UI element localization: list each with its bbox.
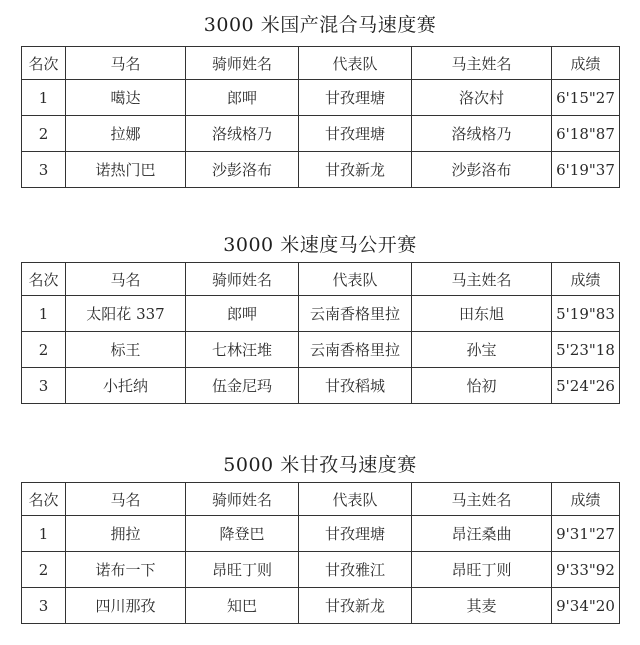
cell-owner-name: 昂旺丁则 xyxy=(412,552,552,588)
header-jockey-name: 骑师姓名 xyxy=(186,263,299,296)
cell-owner-name: 沙彭洛布 xyxy=(412,152,552,188)
results-table xyxy=(21,482,620,624)
cell-jockey-name: 伍金尼玛 xyxy=(186,368,299,404)
cell-horse-name: 诺布一下 xyxy=(66,552,186,588)
cell-time: 6'18"87 xyxy=(552,116,620,152)
cell-owner-name: 田东旭 xyxy=(412,296,552,332)
header-rank: 名次 xyxy=(22,47,66,80)
cell-team: 甘孜理塘 xyxy=(299,516,412,552)
race-section-3000m-speed-open xyxy=(21,220,619,410)
race-title: 5000 米甘孜马速度赛 xyxy=(223,454,417,476)
cell-rank: 3 xyxy=(22,152,66,188)
header-owner-name: 马主姓名 xyxy=(412,47,552,80)
cell-horse-name: 太阳花 337 xyxy=(66,296,186,332)
header-horse-name: 马名 xyxy=(66,47,186,80)
race-section-5000m-ganzi-speed xyxy=(21,440,619,640)
cell-jockey-name: 降登巴 xyxy=(186,516,299,552)
cell-time: 5'24"26 xyxy=(552,368,620,404)
table-row xyxy=(22,332,620,368)
table-row xyxy=(22,152,620,188)
cell-jockey-name: 七林汪堆 xyxy=(186,332,299,368)
cell-rank: 2 xyxy=(22,332,66,368)
cell-team: 云南香格里拉 xyxy=(299,296,412,332)
header-horse-name: 马名 xyxy=(66,483,186,516)
cell-horse-name: 标王 xyxy=(66,332,186,368)
cell-rank: 3 xyxy=(22,368,66,404)
cell-time: 6'19"37 xyxy=(552,152,620,188)
header-owner-name: 马主姓名 xyxy=(412,263,552,296)
table-row xyxy=(22,588,620,624)
results-table xyxy=(21,262,620,404)
header-time: 成绩 xyxy=(552,483,620,516)
cell-time: 5'19"83 xyxy=(552,296,620,332)
cell-team: 甘孜雅江 xyxy=(299,552,412,588)
table-row xyxy=(22,516,620,552)
cell-owner-name: 孙宝 xyxy=(412,332,552,368)
header-jockey-name: 骑师姓名 xyxy=(186,483,299,516)
header-jockey-name: 骑师姓名 xyxy=(186,47,299,80)
header-time: 成绩 xyxy=(552,47,620,80)
table-header-row xyxy=(22,47,620,80)
table-row xyxy=(22,116,620,152)
cell-owner-name: 其麦 xyxy=(412,588,552,624)
cell-time: 9'31"27 xyxy=(552,516,620,552)
header-horse-name: 马名 xyxy=(66,263,186,296)
table-row xyxy=(22,296,620,332)
cell-team: 甘孜新龙 xyxy=(299,588,412,624)
cell-time: 5'23"18 xyxy=(552,332,620,368)
header-owner-name: 马主姓名 xyxy=(412,483,552,516)
header-rank: 名次 xyxy=(22,483,66,516)
header-rank: 名次 xyxy=(22,263,66,296)
cell-horse-name: 小托纳 xyxy=(66,368,186,404)
cell-team: 甘孜理塘 xyxy=(299,116,412,152)
race-title: 3000 米国产混合马速度赛 xyxy=(203,14,437,36)
cell-team: 云南香格里拉 xyxy=(299,332,412,368)
cell-jockey-name: 昂旺丁则 xyxy=(186,552,299,588)
cell-rank: 1 xyxy=(22,296,66,332)
cell-jockey-name: 洛绒格乃 xyxy=(186,116,299,152)
table-row xyxy=(22,80,620,116)
results-table xyxy=(21,46,620,188)
table-header-row xyxy=(22,263,620,296)
cell-team: 甘孜理塘 xyxy=(299,80,412,116)
cell-rank: 2 xyxy=(22,116,66,152)
cell-rank: 1 xyxy=(22,80,66,116)
cell-team: 甘孜新龙 xyxy=(299,152,412,188)
cell-jockey-name: 沙彭洛布 xyxy=(186,152,299,188)
race-title: 3000 米速度马公开赛 xyxy=(223,234,417,256)
cell-owner-name: 怡初 xyxy=(412,368,552,404)
cell-team: 甘孜稻城 xyxy=(299,368,412,404)
cell-time: 6'15"27 xyxy=(552,80,620,116)
cell-horse-name: 诺热门巴 xyxy=(66,152,186,188)
table-row xyxy=(22,552,620,588)
cell-jockey-name: 郎呷 xyxy=(186,296,299,332)
cell-horse-name: 噶达 xyxy=(66,80,186,116)
cell-owner-name: 洛次村 xyxy=(412,80,552,116)
cell-horse-name: 拥拉 xyxy=(66,516,186,552)
header-team: 代表队 xyxy=(299,483,412,516)
cell-time: 9'33"92 xyxy=(552,552,620,588)
cell-jockey-name: 郎呷 xyxy=(186,80,299,116)
cell-rank: 3 xyxy=(22,588,66,624)
table-row xyxy=(22,368,620,404)
header-time: 成绩 xyxy=(552,263,620,296)
cell-horse-name: 四川那孜 xyxy=(66,588,186,624)
cell-rank: 2 xyxy=(22,552,66,588)
cell-jockey-name: 知巴 xyxy=(186,588,299,624)
cell-rank: 1 xyxy=(22,516,66,552)
race-section-3000m-domestic-mixed xyxy=(21,0,619,190)
cell-owner-name: 洛绒格乃 xyxy=(412,116,552,152)
cell-owner-name: 昂汪桑曲 xyxy=(412,516,552,552)
header-team: 代表队 xyxy=(299,47,412,80)
table-header-row xyxy=(22,483,620,516)
header-team: 代表队 xyxy=(299,263,412,296)
cell-time: 9'34"20 xyxy=(552,588,620,624)
cell-horse-name: 拉娜 xyxy=(66,116,186,152)
